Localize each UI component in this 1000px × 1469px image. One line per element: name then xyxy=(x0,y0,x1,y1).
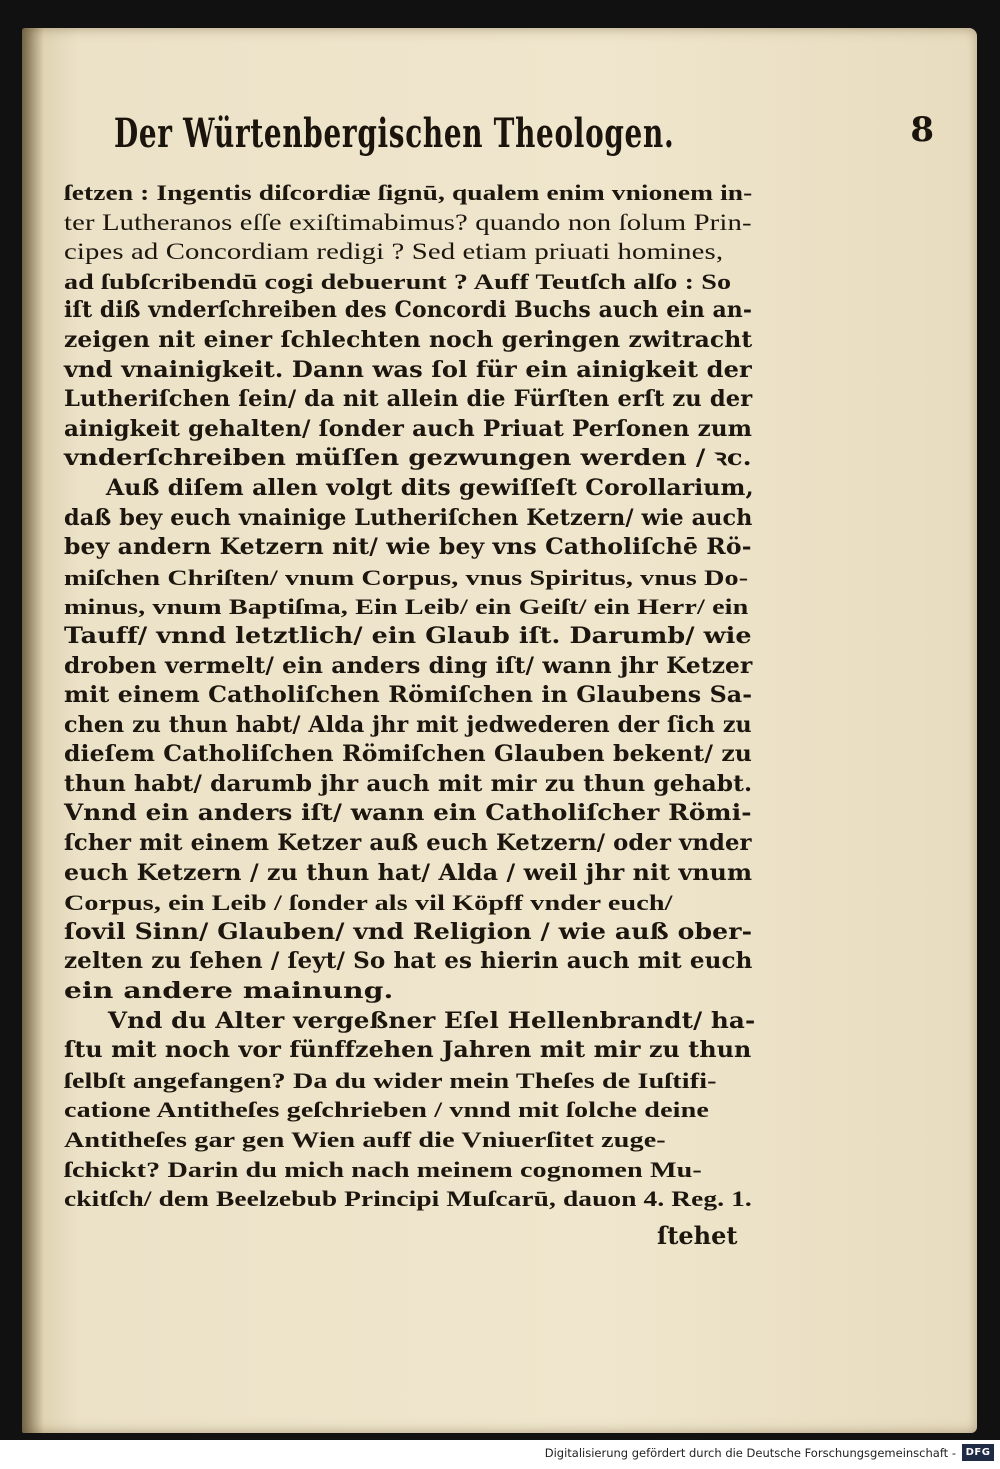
funding-credit: Digitalisierung gefördert durch die Deutsche Forschungsgemeinschaft - xyxy=(544,1446,956,1460)
text-line: Lutheriſchen ſein/ da nit allein die Fürſten erſt zu der xyxy=(64,386,753,413)
page-number: 8 xyxy=(910,110,934,150)
text-line: ckitſch/ dem Beelzebub Principi Muſcarū, dauon 4. Reg. 1. xyxy=(64,1186,752,1212)
gutter-shadow xyxy=(22,28,44,1433)
text-line: Vnd du Alter vergeßner Eſel Hellenbrandt/ ha- xyxy=(107,1007,756,1034)
text-line: Antitheſes gar gen Wien auff die Vniuerſitet zuge- xyxy=(64,1127,666,1152)
text-line: ſchickt? Darin du mich nach meinem cognomen Mu- xyxy=(64,1156,702,1182)
text-line: iſt diß vnderſchreiben des Concordi Buchs auch ein an- xyxy=(64,297,753,324)
text-line: minus, vnum Baptiſma, Ein Leib/ ein Geiſt/ ein Herr/ ein xyxy=(64,594,749,620)
text-line: droben vermelt/ ein anders ding iſt/ wann jhr Ketzer xyxy=(64,652,753,679)
text-line: ein andere mainung. xyxy=(64,978,394,1005)
digitization-footer xyxy=(0,1440,1000,1469)
running-title: Der Würtenbergischen Theologen. xyxy=(114,110,675,157)
text-line: chen zu thun habt/ Alda jhr mit jedwederen der ſich zu xyxy=(64,711,752,738)
text-line: thun habt/ darumb jhr auch mit mir zu thun gehabt. xyxy=(64,770,753,797)
text-line: Corpus, ein Leib / ſonder als vil Köpff vnder euch/ xyxy=(64,890,673,916)
text-line: cipes ad Concordiam redigi ? Sed etiam priuati homines, xyxy=(64,239,724,265)
text-line: ſtu mit noch vor fünffzehen Jahren mit mir zu thun xyxy=(64,1037,752,1064)
text-block xyxy=(64,178,764,1214)
text-line: catione Antitheſes geſchrieben / vnnd mit ſolche deine xyxy=(64,1097,710,1123)
text-line: vnderſchreiben müſſen gezwungen werden / ꝛc. xyxy=(64,445,752,472)
text-line: miſchen Chriſten/ vnum Corpus, vnus Spiritus, vnus Do- xyxy=(64,564,749,590)
running-head xyxy=(114,110,934,170)
text-line: ſelbſt angefangen? Da du wider mein Theſes de Iuſtifi- xyxy=(64,1067,717,1093)
text-line: ter Lutheranos eſſe exiſtimabimus? quando non ſolum Prin- xyxy=(64,209,752,235)
text-line: euch Ketzern / zu thun hat/ Alda / weil jhr nit vnum xyxy=(64,859,753,886)
dfg-logo: DFG xyxy=(962,1444,994,1461)
text-line: ſcher mit einem Ketzer auß euch Ketzern/ oder vnder xyxy=(64,830,752,857)
text-line: ainigkeit gehalten/ ſonder auch Priuat Perſonen zum xyxy=(64,415,753,442)
text-line: ſovil Sinn/ Glauben/ vnd Religion / wie auß ober- xyxy=(64,918,753,945)
text-line: daß bey euch vnainige Lutheriſchen Ketzern/ wie auch xyxy=(64,504,753,531)
text-line: zelten zu ſehen / ſeyt/ So hat es hierin auch mit euch xyxy=(64,948,753,975)
text-line: ſetzen : Ingentis diſcordiæ ſignū, qualem enim vnionem in- xyxy=(64,180,753,205)
catchword: ſtehet xyxy=(657,1221,738,1250)
text-line: ad ſubſcribendū cogi debuerunt ? Auff Teutſch alſo : So xyxy=(64,268,732,294)
book-page xyxy=(22,28,977,1433)
text-line: Vnnd ein anders iſt/ wann ein Catholiſcher Römi- xyxy=(64,800,752,827)
text-line: zeigen nit einer ſchlechten noch geringen zwitracht xyxy=(64,326,753,353)
text-line: mit einem Catholiſchen Römiſchen in Glaubens Sa- xyxy=(64,682,753,709)
text-line: dieſem Catholiſchen Römiſchen Glauben bekent/ zu xyxy=(64,741,753,768)
text-line: vnd vnainigkeit. Dann was ſol für ein ainigkeit der xyxy=(64,356,752,383)
text-line: Auß diſem allen volgt dits gewiſſeſt Corollarium, xyxy=(105,474,754,501)
text-line: Tauff/ vnnd letztlich/ ein Glaub iſt. Darumb/ wie xyxy=(64,622,752,649)
text-line: bey andern Ketzern nit/ wie bey vns Catholiſchē Rö- xyxy=(64,534,752,561)
